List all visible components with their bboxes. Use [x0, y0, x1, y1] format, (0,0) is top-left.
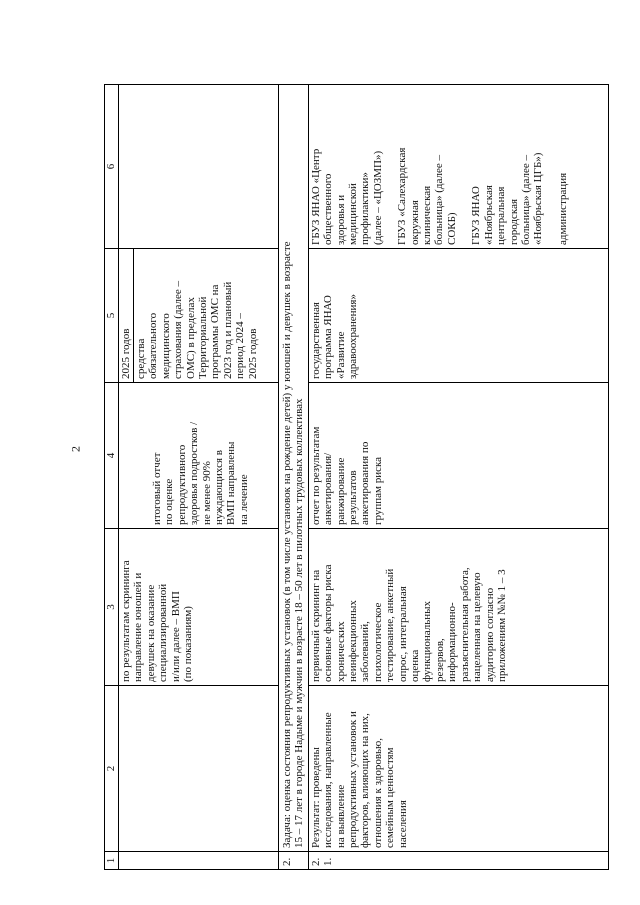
cell-line: здоровья и — [334, 194, 347, 245]
spacer — [384, 88, 396, 245]
cell-line: городская — [507, 198, 520, 245]
result-row-2-1 — [308, 85, 608, 870]
header-row — [105, 85, 119, 870]
cont-cell-4 — [119, 383, 279, 529]
result-cell-4 — [308, 383, 608, 529]
cell-line: здравоохранения» — [347, 294, 360, 379]
header-cell-2: 2 — [105, 686, 119, 852]
cell-line: оценка — [409, 649, 422, 682]
cell-line: по оценке — [163, 478, 176, 525]
cell-line: (далее – «ЦОЗМП») — [371, 150, 384, 245]
cell-line: репродуктивных установок и — [347, 711, 360, 848]
cell-line: «Ноябрьская ЦГБ») — [532, 152, 545, 245]
cell-line: администрация — [556, 172, 569, 245]
cell-line: итоговый отчет — [151, 452, 163, 525]
cell-line: анкетирования/ — [322, 452, 335, 525]
task-row — [278, 85, 308, 870]
cell-line: (по показаниям) — [182, 606, 195, 682]
cell-line: период 2024 – — [234, 313, 247, 379]
cell-line: ГБУЗ «Салехардская — [396, 147, 409, 245]
cell-line: 2025 годов — [246, 328, 259, 379]
cell-line: Результат: проведены — [309, 747, 322, 848]
cell-line: на выявление — [334, 784, 347, 848]
result-number: 2.1. — [308, 852, 608, 870]
cell-line: нацеленная на целевую — [471, 572, 484, 682]
task-line: Задача: оценка состояния репродуктивных установок (в том числе установок на рождение детей) у юношей и девушек в возрасте — [280, 241, 293, 848]
cell-line: опрос, интегральная — [396, 586, 409, 682]
cell-line: окружная — [408, 200, 421, 245]
cell-line: больница» (далее – — [433, 155, 446, 245]
continuation-row-top — [119, 85, 134, 870]
cell-line: программы ОМС на — [209, 284, 222, 379]
cell-line: медицинского — [159, 313, 172, 379]
cell-line: группам риска — [371, 456, 384, 525]
cell-line: функциональных — [421, 600, 434, 682]
cell-line: средства — [135, 338, 147, 379]
cell-line: здоровья подростков / — [188, 421, 201, 525]
cell-line: профилактики» — [359, 172, 372, 245]
task-number: 2. — [278, 852, 308, 870]
page-number: 2 — [68, 446, 83, 452]
cell-line: отношения к здоровью, — [371, 738, 384, 848]
cell-line: заболеваний, — [359, 621, 372, 682]
cell-line: разъяснительная работа, — [458, 567, 471, 682]
cell-line: первичный скрининг на — [309, 569, 322, 682]
cell-line: резервов, — [433, 638, 446, 682]
cell-line: больница» (далее – — [519, 155, 532, 245]
cell-line: центральная — [495, 186, 508, 245]
cell-line: не менее 90% — [200, 461, 213, 525]
result-cell-6 — [308, 85, 608, 249]
cell-line: неинфекционных — [347, 600, 360, 682]
cell-line: «Ноябрьская — [482, 185, 495, 245]
cell-line: ВМП направлены — [225, 441, 238, 525]
result-cell-2 — [308, 686, 608, 852]
result-cell-5 — [308, 249, 608, 383]
cell-line: ГБУЗ ЯНАО — [470, 186, 483, 245]
cell-line: психологическое — [371, 602, 384, 682]
cell-line: «Развитие — [334, 331, 347, 379]
cell-line: государственная — [309, 302, 322, 379]
cell-line: факторов, влияющих на них, — [359, 713, 372, 848]
cell-line: основные факторы риска — [322, 564, 335, 682]
cell-line: программа ЯНАО — [322, 295, 335, 379]
header-cell-4: 4 — [105, 383, 119, 529]
cont-cell-2 — [119, 686, 279, 852]
cont-cell-1 — [119, 852, 279, 870]
cell-line: населения — [396, 800, 409, 848]
cell-line: 2023 год и плановый — [221, 281, 234, 379]
cont-cell-5-bottom — [134, 249, 279, 383]
cell-line: тестирование, анкетный — [384, 568, 397, 682]
header-cell-1: 1 — [105, 852, 119, 870]
cell-line: СОКБ) — [445, 212, 458, 245]
cont-cell-5-top — [119, 249, 134, 383]
cell-line: направление юношей и — [132, 572, 145, 682]
cell-line: на лечение — [237, 474, 250, 525]
cell-line: 2025 годов — [120, 328, 132, 379]
header-cell-6: 6 — [105, 85, 119, 249]
cell-line: аудиторию согласно — [483, 587, 496, 682]
header-cell-5: 5 — [105, 249, 119, 383]
cell-line: ОМС) в пределах — [184, 297, 197, 379]
cell-line: ГБУЗ ЯНАО «Центр — [309, 148, 322, 245]
result-cell-3 — [308, 529, 608, 686]
cell-line: специализированной — [157, 583, 170, 682]
cell-line: результатов — [347, 470, 360, 525]
cell-line: девушек на оказание — [144, 584, 157, 682]
cell-line: хронических — [334, 621, 347, 682]
cell-line: отчет по результатам — [309, 426, 322, 525]
cell-line: семейным ценностям — [384, 747, 397, 848]
cell-line: и/или далее – ВМП — [169, 591, 182, 682]
cont-cell-3 — [119, 529, 279, 686]
cont-cell-6 — [119, 85, 279, 249]
cell-line: приложениям №№ 1 – 3 — [495, 569, 508, 682]
cell-line: страхования (далее – — [172, 280, 185, 379]
cell-line: Территориальной — [197, 296, 210, 379]
cell-line: репродуктивного — [175, 444, 188, 525]
cell-line: информационно- — [446, 602, 459, 682]
cell-line: клиническая — [421, 185, 434, 245]
spacer — [545, 88, 557, 245]
cell-line: ранжирование — [334, 457, 347, 525]
spacer — [458, 88, 470, 245]
cell-line: по результатам скрининга — [120, 560, 132, 682]
cell-line: общественного — [322, 173, 335, 245]
task-text — [278, 85, 308, 852]
plan-table — [104, 84, 609, 870]
cell-line: обязательного — [147, 312, 160, 379]
task-line: 15 – 17 лет в городе Надыме и мужчин в возрасте 18 – 50 лет в пилотных трудовых коллективах — [293, 398, 306, 848]
cell-line: медицинской — [347, 183, 360, 245]
header-cell-3: 3 — [105, 529, 119, 686]
cell-line: исследования, направленные — [322, 712, 335, 848]
rotated-document-table — [104, 85, 609, 870]
cell-line: анкетирования по — [359, 441, 372, 525]
cell-line: нуждающихся в — [213, 450, 226, 525]
